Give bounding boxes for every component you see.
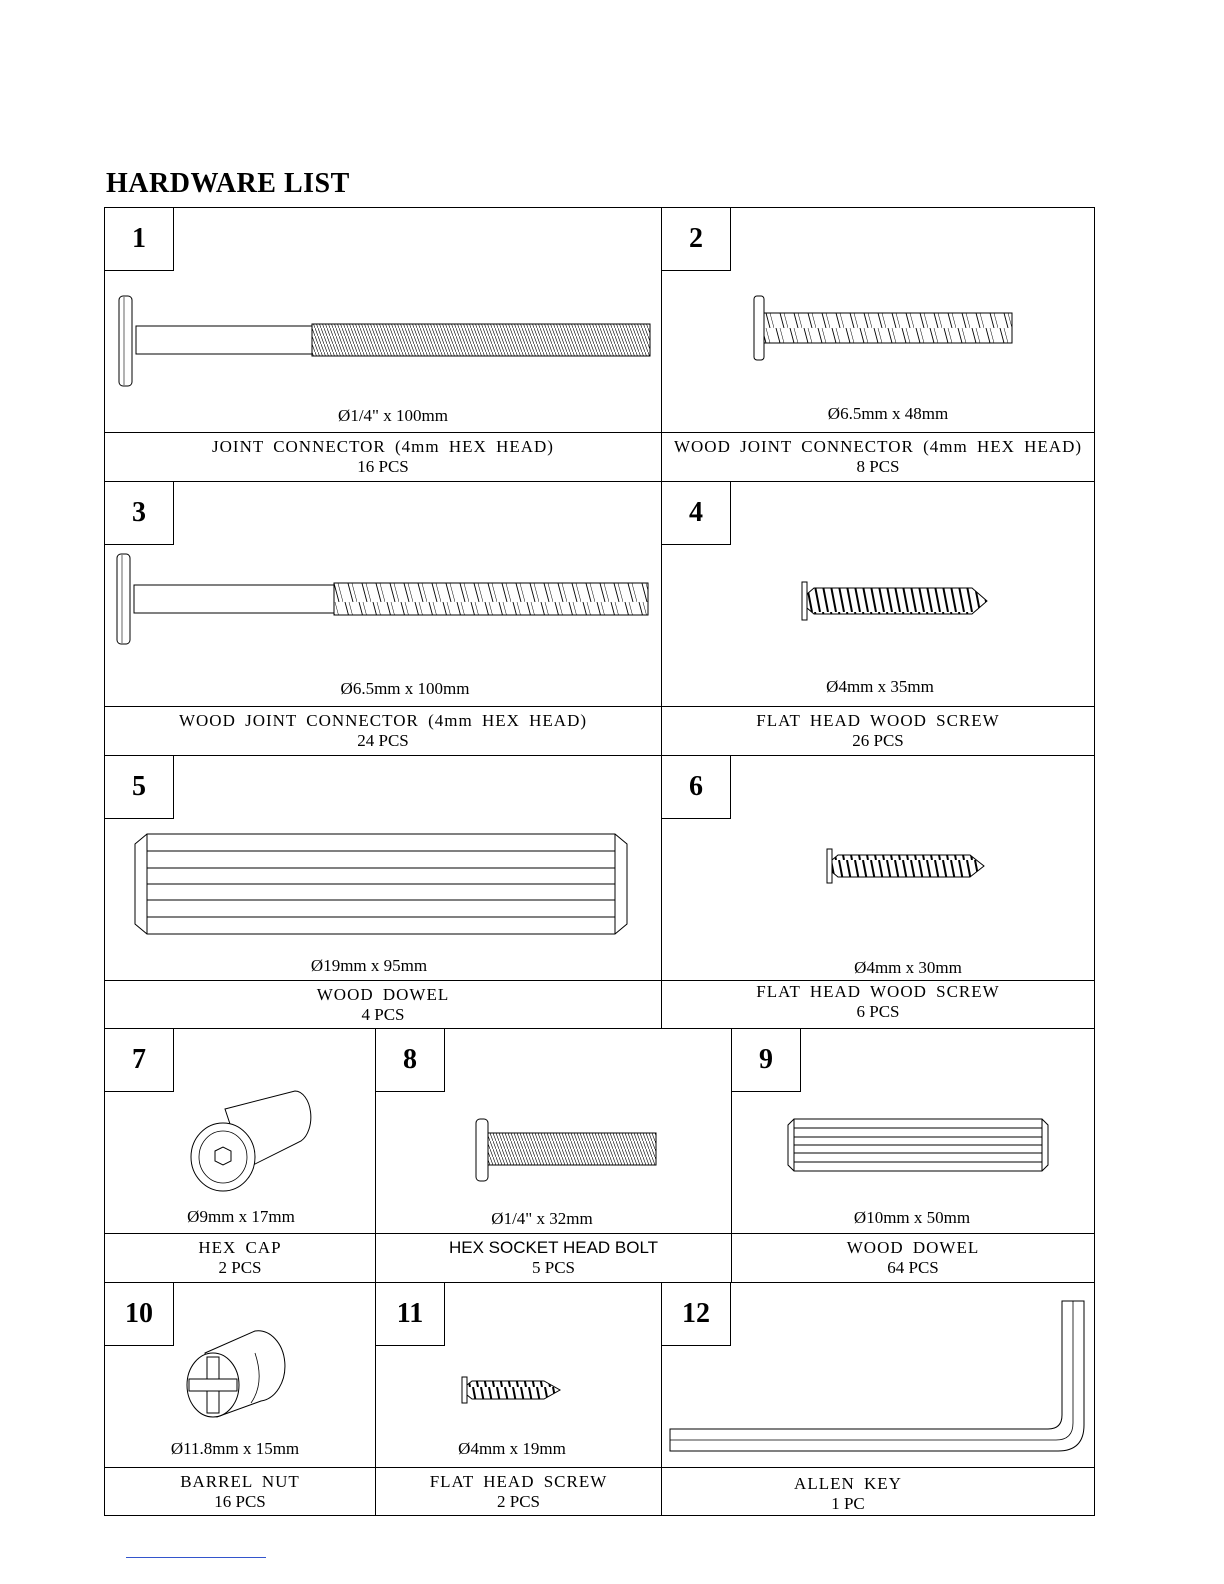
item-dimension: Ø19mm x 95mm bbox=[310, 956, 428, 975]
item-quantity: 1 PC bbox=[831, 1494, 865, 1513]
item-7-label bbox=[104, 1233, 376, 1283]
item-name: FLAT HEAD WOOD SCREW bbox=[756, 982, 1000, 1001]
item-name: ALLEN KEY bbox=[794, 1474, 902, 1493]
joint-connector-icon bbox=[105, 208, 663, 434]
item-10-label bbox=[104, 1467, 376, 1516]
item-6-cell bbox=[661, 755, 1095, 981]
item-6-label bbox=[661, 980, 1095, 1030]
item-number: 4 bbox=[661, 481, 731, 545]
item-quantity: 6 PCS bbox=[856, 1002, 900, 1021]
item-number: 1 bbox=[104, 207, 174, 271]
item-dimension: Ø4mm x 30mm bbox=[854, 958, 962, 977]
item-dimension: Ø10mm x 50mm bbox=[853, 1208, 971, 1227]
item-number: 12 bbox=[661, 1282, 731, 1346]
item-dimension: Ø6.5mm x 100mm bbox=[340, 679, 470, 698]
item-number: 3 bbox=[104, 481, 174, 545]
item-2-label bbox=[661, 432, 1095, 482]
item-name: HEX SOCKET HEAD BOLT bbox=[448, 1238, 659, 1257]
item-2-cell bbox=[661, 207, 1095, 433]
item-11-cell bbox=[375, 1282, 662, 1468]
item-number: 11 bbox=[375, 1282, 445, 1346]
allen-key-icon bbox=[662, 1283, 1096, 1469]
item-5-cell bbox=[104, 755, 662, 981]
wood-dowel-icon bbox=[732, 1029, 1096, 1235]
item-dimension: Ø11.8mm x 15mm bbox=[170, 1439, 300, 1458]
item-7-cell bbox=[104, 1028, 376, 1234]
hex-cap-icon bbox=[105, 1029, 377, 1235]
item-number: 6 bbox=[661, 755, 731, 819]
item-12-label bbox=[661, 1467, 1095, 1516]
item-dimension: Ø1/4" x 32mm bbox=[491, 1209, 593, 1228]
item-3-cell bbox=[104, 481, 662, 707]
item-quantity: 2 PCS bbox=[218, 1258, 262, 1277]
wood-dowel-icon bbox=[105, 756, 663, 982]
item-name: JOINT CONNECTOR (4mm HEX HEAD) bbox=[212, 437, 554, 456]
item-8-cell bbox=[375, 1028, 732, 1234]
item-10-cell bbox=[104, 1282, 376, 1468]
item-dimension: Ø4mm x 19mm bbox=[458, 1439, 566, 1458]
item-quantity: 16 PCS bbox=[214, 1492, 266, 1511]
item-quantity: 26 PCS bbox=[852, 731, 904, 750]
item-12-cell bbox=[661, 1282, 1095, 1468]
item-9-label bbox=[731, 1233, 1095, 1283]
item-8-label bbox=[375, 1233, 732, 1283]
item-5-label bbox=[104, 980, 662, 1030]
item-4-cell bbox=[661, 481, 1095, 707]
wood-joint-connector-icon bbox=[105, 482, 663, 708]
item-number: 7 bbox=[104, 1028, 174, 1092]
item-1-label bbox=[104, 432, 662, 482]
item-number: 2 bbox=[661, 207, 731, 271]
item-dimension: Ø1/4" x 100mm bbox=[338, 406, 448, 425]
item-name: WOOD JOINT CONNECTOR (4mm HEX HEAD) bbox=[673, 437, 1083, 456]
item-quantity: 24 PCS bbox=[357, 731, 409, 750]
item-1-cell bbox=[104, 207, 662, 433]
item-name: BARREL NUT bbox=[180, 1472, 300, 1491]
item-name: HEX CAP bbox=[198, 1238, 282, 1257]
hex-socket-bolt-icon bbox=[376, 1029, 733, 1235]
item-number: 10 bbox=[104, 1282, 174, 1346]
item-name: FLAT HEAD SCREW bbox=[429, 1472, 608, 1491]
item-quantity: 2 PCS bbox=[497, 1492, 540, 1511]
item-number: 8 bbox=[375, 1028, 445, 1092]
item-dimension: Ø6.5mm x 48mm bbox=[827, 404, 949, 423]
item-name: WOOD DOWEL bbox=[316, 985, 450, 1004]
item-number: 9 bbox=[731, 1028, 801, 1092]
item-name: WOOD JOINT CONNECTOR (4mm HEX HEAD) bbox=[178, 711, 588, 730]
item-quantity: 4 PCS bbox=[361, 1005, 405, 1024]
item-quantity: 8 PCS bbox=[856, 457, 900, 476]
wood-joint-connector-icon bbox=[662, 208, 1096, 434]
item-4-label bbox=[661, 706, 1095, 756]
item-9-cell bbox=[731, 1028, 1095, 1234]
item-name: FLAT HEAD WOOD SCREW bbox=[756, 711, 1000, 730]
item-quantity: 16 PCS bbox=[357, 457, 409, 476]
item-3-label bbox=[104, 706, 662, 756]
wood-screw-icon bbox=[662, 482, 1096, 708]
item-dimension: Ø9mm x 17mm bbox=[187, 1207, 295, 1226]
wood-screw-icon bbox=[662, 756, 1096, 982]
item-dimension: Ø4mm x 35mm bbox=[826, 677, 934, 696]
page-title: HARDWARE LIST bbox=[106, 168, 350, 199]
item-quantity: 64 PCS bbox=[887, 1258, 939, 1277]
item-quantity: 5 PCS bbox=[532, 1258, 575, 1277]
item-number: 5 bbox=[104, 755, 174, 819]
item-name: WOOD DOWEL bbox=[846, 1238, 980, 1257]
footer-rule bbox=[126, 1557, 266, 1558]
